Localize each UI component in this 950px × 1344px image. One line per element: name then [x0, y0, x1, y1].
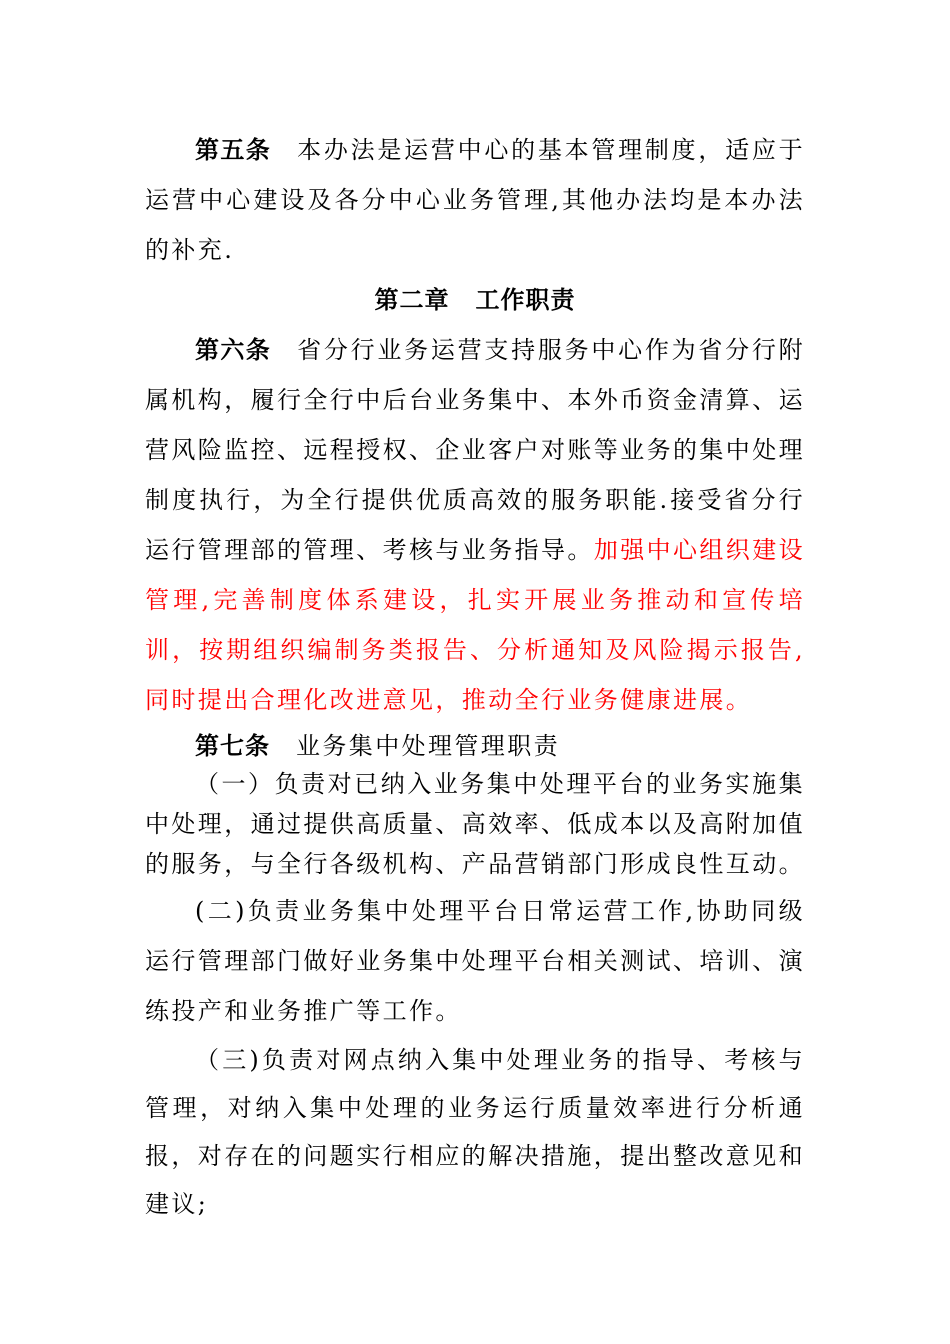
item-2-text: (二)负责业务集中处理平台日常运营工作,协助同级运行管理部门做好业务集中处理平台相关测试、培训、演练投产和业务推广等工作。 — [145, 897, 805, 1025]
article-7-text: 业务集中处理管理职责 — [296, 732, 560, 760]
article-5 — [145, 125, 805, 275]
article-5-label: 第五条 — [195, 135, 272, 164]
item-3-text: （三)负责对网点纳入集中处理业务的指导、考核与管理，对纳入集中处理的业务运行质量效率进行分析通报，对存在的问题实行相应的解决措施，提出整改意见和建议; — [145, 1046, 805, 1218]
item-1-text: （一）负责对已纳入业务集中处理平台的业务实施集中处理，通过提供高质量、高效率、低成本以及高附加值的服务，与全行各级机构、产品营销部门形成良性互动。 — [145, 770, 805, 878]
article-6-label: 第六条 — [195, 335, 272, 364]
article-6 — [145, 325, 805, 725]
chapter-number: 第二章 — [374, 285, 450, 314]
article-7-item-1 — [145, 764, 805, 884]
article-7 — [145, 728, 805, 764]
chapter-title: 工作职责 — [475, 285, 576, 314]
article-7-item-2 — [145, 886, 805, 1036]
article-6-text: 省分行业务运营支持服务中心作为省分行附属机构，履行全行中后台业务集中、本外币资金清算、运营风险监控、远程授权、企业客户对账等业务的集中处理制度执行，为全行提供优质高效的服务职能.接受省分行运行管理部的管理、考核与业务指导。 — [145, 336, 805, 564]
chapter-heading — [145, 285, 805, 315]
article-7-item-3 — [145, 1036, 805, 1228]
article-7-label: 第七条 — [195, 731, 270, 760]
article-6-highlight: 加强中心组织建设管理,完善制度体系建设，扎实开展业务推动和宣传培训，按期组织编制务类报告、分析通知及风险揭示报告,同时提出合理化改进意见，推动全行业务健康进展。 — [145, 536, 806, 714]
article-5-text: 本办法是运营中心的基本管理制度，适应于运营中心建设及各分中心业务管理,其他办法均是本办法的补充. — [145, 136, 805, 264]
